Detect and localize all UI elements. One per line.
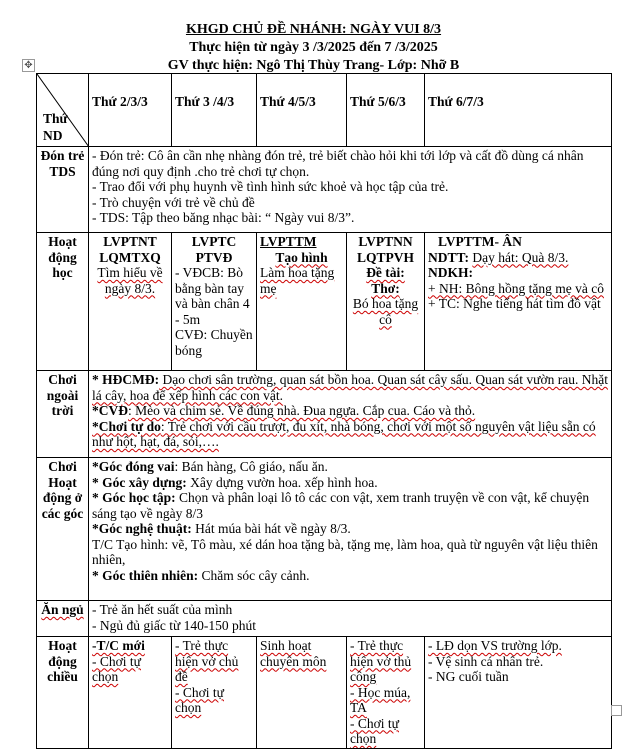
chieu-wed-cell bbox=[257, 637, 347, 749]
hdh-thu-topic: Đề tài: bbox=[366, 265, 405, 280]
table-move-handle-icon[interactable]: ✥ bbox=[22, 59, 35, 72]
an-ngu-line: - Ngủ đủ giấc từ 140-150 phút bbox=[92, 617, 257, 633]
chieu-mon-title: -T/C mới bbox=[92, 638, 145, 653]
row-label-hoat-dong-hoc: Hoạt động học bbox=[37, 233, 89, 371]
hdh-thu-area: LVPTNN bbox=[358, 234, 413, 249]
hdh-thu-text: Bó hoa tặng cô bbox=[352, 296, 419, 327]
an-ngu-content bbox=[89, 601, 612, 637]
hdh-tue-code: PTVĐ bbox=[195, 249, 233, 265]
hdh-mon-area: LVPTNT bbox=[103, 234, 157, 249]
row-chieu bbox=[37, 637, 612, 749]
don-tre-line: - Trao đổi với phụ huynh về tình hình sức khoẻ và học tập của trẻ. bbox=[92, 179, 449, 194]
hdh-tue-text: CVĐ: Chuyền bóng bbox=[175, 327, 253, 358]
corner-top-label: Thứ bbox=[43, 111, 68, 126]
chieu-thu-text: - Trẻ thực hiện vở thủ công bbox=[350, 638, 412, 684]
chieu-fri-text: - Vệ sinh cá nhân trẻ. bbox=[428, 653, 544, 669]
cvd-text: : Mèo và chim sẻ. Về đúng nhà. Đua ngựa. Cắp cua. Cáo và thỏ. bbox=[128, 403, 476, 418]
hdh-tue-cell bbox=[172, 233, 257, 371]
ctd-label: *Chơi tự do bbox=[92, 418, 161, 434]
hdh-fri-text: + NH: Bông hồng tặng mẹ và cô bbox=[428, 280, 604, 296]
hdh-wed-area: LVPTTM bbox=[260, 234, 317, 249]
chieu-fri-text: - LĐ dọn VS trường lớp. bbox=[428, 638, 562, 653]
an-ngu-line: - Trẻ ăn hết suất của mình bbox=[92, 602, 233, 617]
goc-tao-hinh-text: T/C Tạo hình: vẽ, Tô màu, xé dán hoa tặng bà, tặng mẹ, làm hoa, quà từ nguyên vật liệu thiên nhiên, bbox=[92, 536, 598, 567]
cvd-label: *CVĐ bbox=[92, 403, 128, 418]
goc-thien-nhien-label: * Góc thiên nhiên: bbox=[92, 567, 199, 583]
goc-dong-vai-text: : Bán hàng, Cô giáo, nấu ăn. bbox=[174, 459, 328, 474]
hdh-mon-cell bbox=[89, 233, 172, 371]
hdh-fri-ndtt: Dạy hát: Quà 8/3. bbox=[472, 249, 569, 265]
day-header-wed: Thứ 4/5/3 bbox=[257, 74, 347, 147]
chieu-mon-cell bbox=[89, 637, 172, 749]
row-label-choi-goc: Chơi Hoạt động ở các góc bbox=[37, 458, 89, 601]
don-tre-content bbox=[89, 147, 612, 233]
hdh-fri-area: LVPTTM- ÂN bbox=[438, 234, 522, 249]
plan-title: KHGD CHỦ ĐỀ NHÁNH: NGÀY VUI 8/3 bbox=[185, 22, 442, 37]
goc-thien-nhien-text: Chăm sóc cây cảnh. bbox=[198, 567, 310, 583]
hdh-mon-code: LQMTXQ bbox=[99, 249, 161, 265]
row-label-an-ngu: Ăn ngủ bbox=[37, 601, 89, 637]
row-don-tre bbox=[37, 147, 612, 233]
goc-hoc-tap-label: * Góc học tập: bbox=[92, 490, 176, 505]
row-label-chieu: Hoạt động chiều bbox=[37, 637, 89, 749]
hdh-thu-genre: Thơ: bbox=[371, 280, 400, 296]
row-label-don-tre: Đón trẻ TDS bbox=[37, 147, 89, 233]
date-range: Thực hiện từ ngày 3 /3/2025 đến 7 /3/2025 bbox=[189, 40, 438, 55]
weekly-plan-table bbox=[36, 73, 612, 749]
goc-dong-vai-label: *Góc đóng vai bbox=[92, 459, 175, 474]
corner-bottom-label: ND bbox=[43, 128, 63, 143]
chieu-tue-cell bbox=[172, 637, 257, 749]
don-tre-line: - Đón trẻ: Cô ân cần nhẹ nhàng đón trẻ, trẻ biết chào hỏi khi tới lớp và cất đồ dùng cá nhân đúng nơi quy định .cho trẻ chơi tự chọn. bbox=[92, 148, 584, 179]
hdh-fri-cell bbox=[425, 233, 612, 371]
row-an-ngu bbox=[37, 601, 612, 637]
choi-goc-content bbox=[89, 458, 612, 601]
hdh-thu-cell bbox=[347, 233, 425, 371]
day-header-thu: Thứ 5/6/3 bbox=[347, 74, 425, 147]
don-tre-line: - Trò chuyện với trẻ về chủ đề bbox=[92, 194, 255, 210]
chieu-wed-text: Sinh hoạt chuyên môn bbox=[260, 638, 327, 669]
chieu-thu-cell bbox=[347, 637, 425, 749]
hdcmd-label: * HĐCMĐ: bbox=[92, 372, 160, 387]
day-header-tue: Thứ 3 /4/3 bbox=[172, 74, 257, 147]
chieu-mon-text: - Chơi tự chọn bbox=[92, 653, 141, 684]
hdh-mon-text: Tìm hiểu về ngày 8/3. bbox=[97, 265, 163, 296]
hdh-tue-area: LVPTC bbox=[191, 234, 237, 249]
hdh-tue-text: - VĐCB: Bò bằng bàn tay và bàn chân 4 - 5m bbox=[175, 265, 250, 327]
teacher-line: GV thực hiện: Ngô Thị Thùy Trang- Lớp: Nhỡ B bbox=[167, 58, 460, 73]
day-header-mon: Thứ 2/3/3 bbox=[89, 74, 172, 147]
table-resize-handle-icon[interactable] bbox=[611, 705, 622, 716]
row-choi-ngoai-troi bbox=[37, 371, 612, 458]
chieu-fri-text: - NG cuối tuần bbox=[428, 669, 509, 684]
goc-xay-dung-text: Xây dựng vườn hoa. xếp hình hoa. bbox=[186, 474, 378, 490]
hdcmd-text: Dạo chơi sân trường, quan sát bồn hoa. Quan sát cây sấu. Quan sát vườn rau. Nhặt lá cây, hoa để xếp hình các con vật. bbox=[92, 372, 608, 403]
chieu-tue-text: - Trẻ thực hiện vở chủ đề bbox=[175, 638, 239, 684]
corner-cell bbox=[37, 74, 89, 147]
choi-ngoai-troi-content bbox=[89, 371, 612, 458]
goc-hoc-tap-text: Chọn và phân loại lô tô các con vật, xem tranh truyện về con vật, kể chuyện sáng tạo về ngày 8/3 bbox=[92, 490, 590, 521]
hdh-fri-text: + TC: Nghe tiếng hát tìm đồ vật bbox=[428, 296, 601, 311]
hdh-wed-text: Làm hoa tặng mẹ bbox=[260, 265, 335, 296]
hdh-wed-cell bbox=[257, 233, 347, 371]
chieu-thu-text: - Học múa, TA bbox=[350, 684, 411, 715]
hdh-wed-code: Tạo hình bbox=[275, 249, 328, 265]
days-row bbox=[37, 74, 612, 147]
hdh-fri-ndtt-label: NDTT: bbox=[428, 249, 470, 265]
goc-nghe-thuat-label: *Góc nghệ thuật: bbox=[92, 521, 192, 536]
row-label-choi-ngoai-troi: Chơi ngoài trời bbox=[37, 371, 89, 458]
chieu-fri-cell bbox=[425, 637, 612, 749]
goc-nghe-thuat-text: Hát múa bài hát về ngày 8/3. bbox=[191, 521, 351, 536]
day-header-fri: Thứ 6/7/3 bbox=[425, 74, 612, 147]
chieu-tue-text: - Chơi tự chọn bbox=[175, 684, 224, 715]
chieu-thu-text: - Chơi tự chọn bbox=[350, 715, 399, 746]
row-choi-goc bbox=[37, 458, 612, 601]
row-hoat-dong-hoc bbox=[37, 233, 612, 371]
ctd-text: : Trẻ chơi với cầu trượt, đu xít, nhà bóng, chơi với một số nguyên vật liệu sẵn có như hột, hạt, đá, sỏi,…. bbox=[92, 418, 596, 449]
don-tre-line: - TDS: Tập theo băng nhạc bài: “ Ngày vui 8/3”. bbox=[92, 210, 355, 225]
hdh-thu-code: LQTPVH bbox=[356, 249, 414, 265]
goc-xay-dung-label: * Góc xây dựng: bbox=[92, 474, 187, 490]
hdh-fri-ndkh-label: NDKH: bbox=[428, 265, 473, 280]
